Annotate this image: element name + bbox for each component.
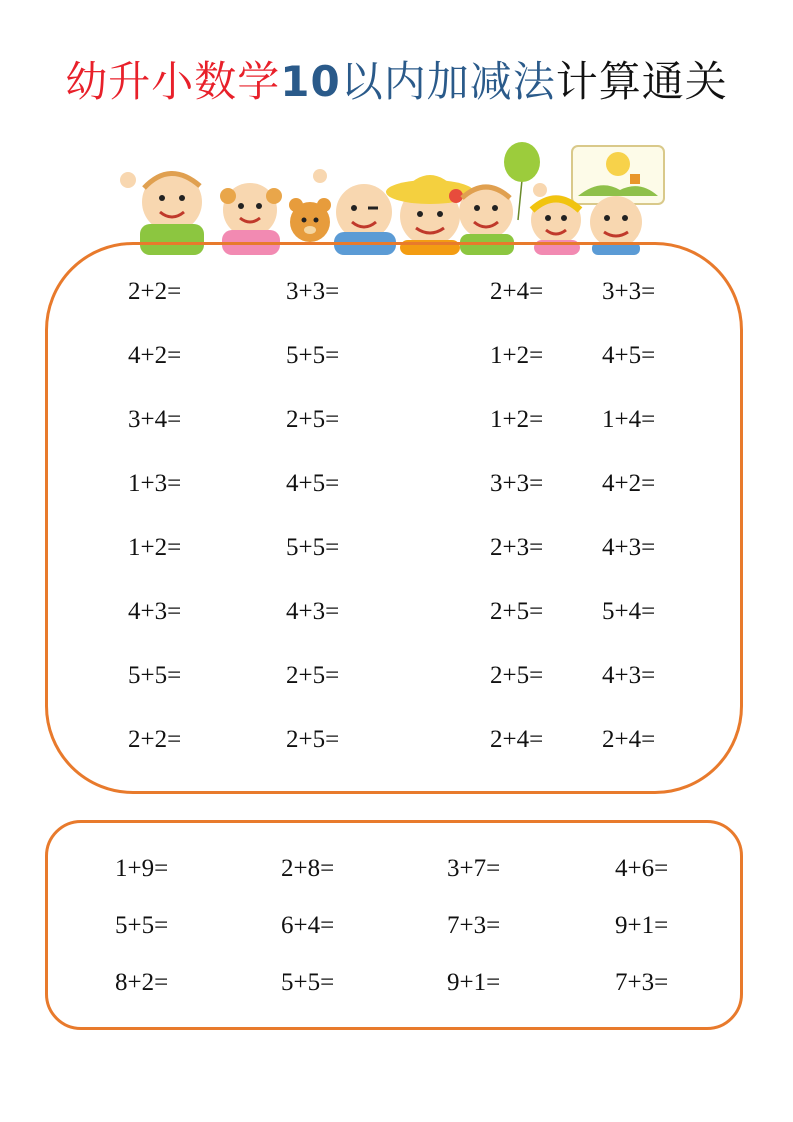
math-problem: 3+7= — [447, 855, 501, 882]
title-part-1: 幼升小数学 — [65, 57, 281, 106]
page-title — [0, 52, 793, 112]
children-illustration — [110, 140, 690, 255]
math-problem: 2+5= — [286, 662, 340, 689]
hand-icon — [120, 172, 136, 188]
title-part-4: 计算通关 — [555, 57, 728, 106]
math-problem: 4+2= — [602, 470, 656, 497]
math-problem: 1+2= — [490, 342, 544, 369]
math-problem: 4+3= — [286, 598, 340, 625]
math-problem: 2+4= — [602, 726, 656, 753]
teddy-bear-icon — [289, 198, 331, 242]
math-problem: 5+4= — [602, 598, 656, 625]
math-problem: 1+2= — [128, 534, 182, 561]
math-problem: 1+9= — [115, 855, 169, 882]
math-problem: 2+5= — [490, 662, 544, 689]
math-problem: 2+5= — [286, 406, 340, 433]
math-problem: 2+3= — [490, 534, 544, 561]
math-problem: 4+5= — [286, 470, 340, 497]
math-problem: 1+4= — [602, 406, 656, 433]
math-problem: 4+3= — [128, 598, 182, 625]
math-problem: 8+2= — [115, 969, 169, 996]
problem-box-1 — [45, 242, 743, 794]
math-problem: 4+6= — [615, 855, 669, 882]
hand-icon — [313, 169, 327, 183]
math-problem: 2+4= — [490, 726, 544, 753]
title-part-2: 10 — [280, 57, 341, 106]
sign-icon — [572, 146, 664, 204]
math-problem: 5+5= — [286, 342, 340, 369]
math-problem: 7+3= — [447, 912, 501, 939]
math-problem: 2+2= — [128, 726, 182, 753]
math-problem: 2+5= — [286, 726, 340, 753]
math-problem: 9+1= — [615, 912, 669, 939]
math-problem: 5+5= — [128, 662, 182, 689]
math-problem: 3+3= — [286, 278, 340, 305]
math-problem: 6+4= — [281, 912, 335, 939]
math-problem: 2+5= — [490, 598, 544, 625]
math-problem: 4+3= — [602, 534, 656, 561]
math-problem: 4+2= — [128, 342, 182, 369]
math-problem: 3+4= — [128, 406, 182, 433]
math-problem: 2+8= — [281, 855, 335, 882]
math-problem: 4+3= — [602, 662, 656, 689]
title-part-3: 以内加减法 — [340, 57, 556, 106]
math-problem: 9+1= — [447, 969, 501, 996]
math-problem: 5+5= — [115, 912, 169, 939]
math-problem: 2+4= — [490, 278, 544, 305]
math-problem: 3+3= — [602, 278, 656, 305]
hand-icon — [533, 183, 547, 197]
math-problem: 1+2= — [490, 406, 544, 433]
math-problem: 2+2= — [128, 278, 182, 305]
math-problem: 4+5= — [602, 342, 656, 369]
math-problem: 3+3= — [490, 470, 544, 497]
math-problem: 5+5= — [286, 534, 340, 561]
math-problem: 7+3= — [615, 969, 669, 996]
math-problem: 1+3= — [128, 470, 182, 497]
math-problem: 5+5= — [281, 969, 335, 996]
